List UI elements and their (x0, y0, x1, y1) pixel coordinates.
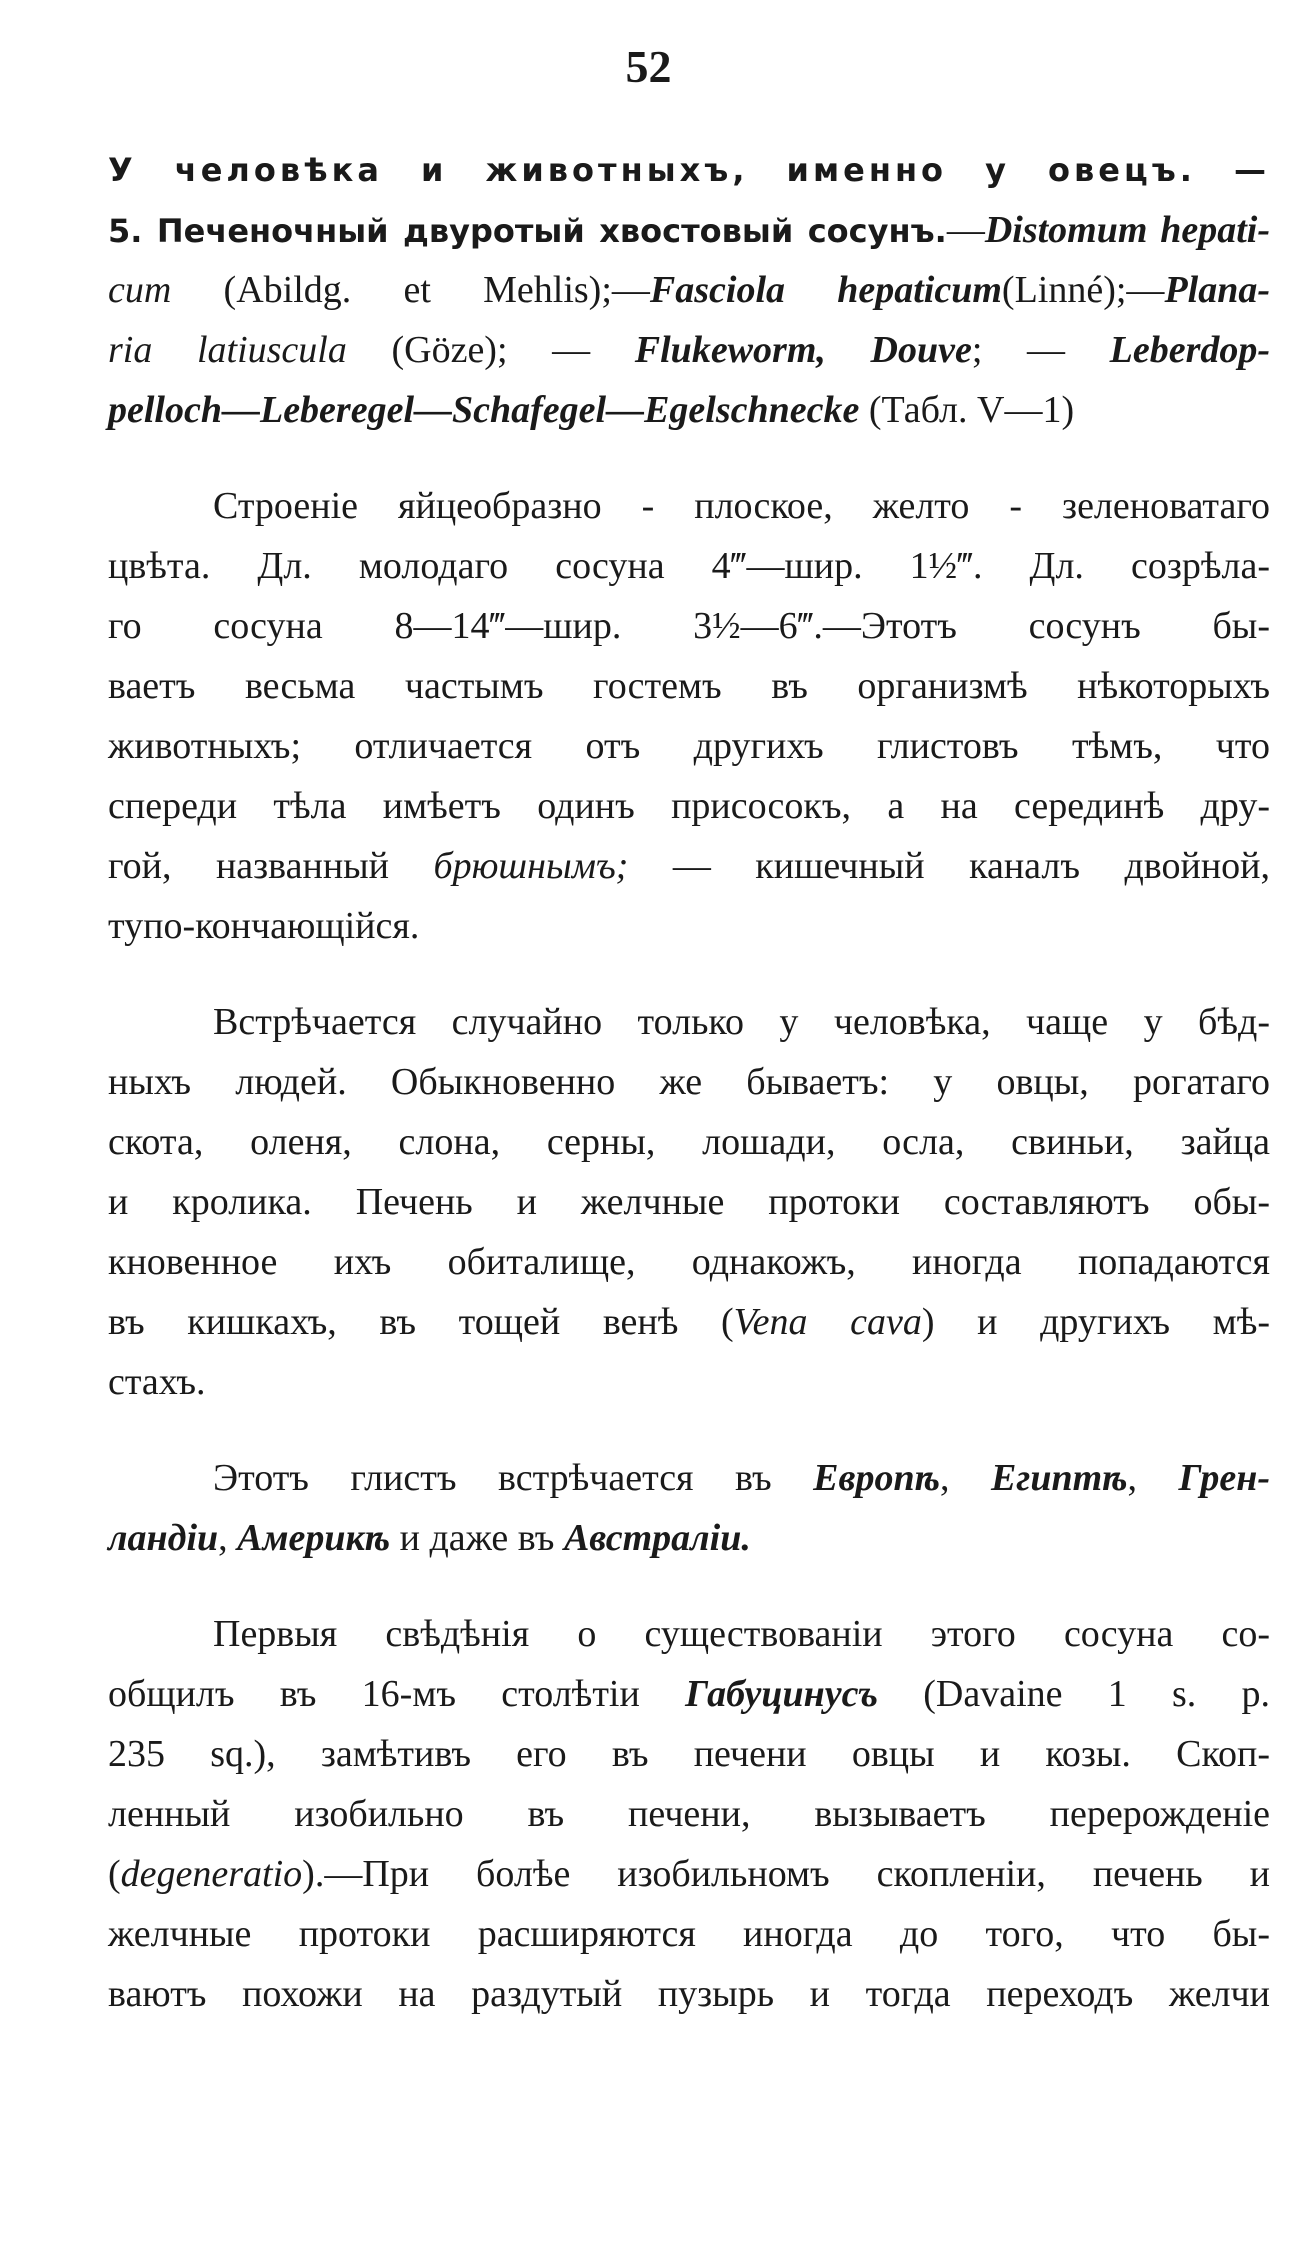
text-run: — (946, 209, 985, 251)
paragraph-line (108, 716, 1270, 776)
paragraph-line (108, 896, 1270, 956)
text-run: 235 sq.), замѣтивъ его въ печени овцы и козы. Скоп- (108, 1733, 1270, 1775)
place-name: Европѣ (813, 1457, 940, 1499)
text-run: желчные протоки расширяются иногда до того, что бы- (108, 1913, 1270, 1955)
paragraph-line (108, 536, 1270, 596)
paragraph-line (108, 776, 1270, 836)
place-name: Австраліи. (563, 1517, 751, 1559)
paragraph-line (108, 1724, 1270, 1784)
text-run: кновенное ихъ обиталище, однакожъ, иногда попадаются (108, 1241, 1270, 1283)
text-run: скота, оленя, слона, серны, лошади, осла, свиньи, зайца (108, 1121, 1270, 1163)
common-name: pelloch—Leberegel—Schafegel—Egelschnecke (108, 389, 860, 431)
paragraph-line (108, 1112, 1270, 1172)
paragraph-line (108, 992, 1270, 1052)
place-name: Египтѣ (990, 1457, 1128, 1499)
paragraph-line (108, 1904, 1270, 1964)
text-run: Встрѣчается случайно только у человѣка, чаще у бѣд- (213, 1001, 1270, 1043)
text-run: животныхъ; отличается отъ другихъ глистовъ тѣмъ, что (108, 725, 1270, 767)
common-name: Flukeworm, Douve (634, 329, 972, 371)
text-run: ваетъ весьма частымъ гостемъ въ организмѣ нѣкоторыхъ (108, 665, 1270, 707)
paragraph-line (108, 1352, 1270, 1412)
latin-name: Distomum hepati- (984, 209, 1271, 251)
text-run: , (939, 1457, 991, 1499)
paragraph-line (108, 1292, 1270, 1352)
paragraph-line (108, 836, 1270, 896)
text-run: стахъ. (108, 1361, 206, 1403)
species-name: 5. Печеночный двуротый хвостовый сосунъ. (108, 212, 947, 250)
latin-name: Fasciola hepaticum (649, 269, 1002, 311)
paragraph-line (108, 1664, 1270, 1724)
text-run: — кишечный каналъ двойной, (628, 845, 1270, 887)
text-run: го сосуна 8—14‴—шир. 3½—6‴.—Этотъ сосунъ бы- (108, 605, 1270, 647)
body-text (108, 140, 1270, 2024)
text-run: (Linné);— (1001, 269, 1165, 311)
latin-name: cum (108, 269, 172, 311)
text-run: цвѣта. Дл. молодаго сосуна 4‴—шир. 1½‴. Дл. созрѣла- (108, 545, 1270, 587)
paragraph-line (108, 1964, 1270, 2024)
paragraph-line (108, 1844, 1270, 1904)
text-run: въ кишкахъ, въ тощей венѣ ( (108, 1301, 734, 1343)
paragraph-line (108, 1604, 1270, 1664)
paragraph-line (108, 1232, 1270, 1292)
place-name: ландіи (108, 1517, 219, 1559)
text-run: ).—При болѣе изобильномъ скопленіи, печень и (302, 1853, 1270, 1895)
text-run: , (1127, 1457, 1179, 1499)
text-run: , (218, 1517, 238, 1559)
paragraph-line (108, 1172, 1270, 1232)
text-run: Строеніе яйцеобразно - плоское, желто - зеленоватаго (213, 485, 1270, 527)
paragraph-line (108, 596, 1270, 656)
text-run: Первыя свѣдѣнія о существованіи этого сосуна со- (213, 1613, 1270, 1655)
place-name: Грен- (1178, 1457, 1270, 1499)
text-run: (Göze); — (346, 329, 635, 371)
synonym-line (108, 380, 1270, 440)
text-run: ныхъ людей. Обыкновенно же бываетъ: у овцы, рогатаго (108, 1061, 1270, 1103)
text-run: (Табл. V—1) (859, 389, 1075, 431)
text-run: гой, названный (108, 845, 434, 887)
synonym-line (108, 320, 1270, 380)
person-name: Габуцинусъ (685, 1673, 879, 1715)
paragraph-line (108, 1508, 1270, 1568)
synonym-line (108, 260, 1270, 320)
text-run: спереди тѣла имѣетъ одинъ присосокъ, а на серединѣ дру- (108, 785, 1270, 827)
text-run: (Davaine 1 s. p. (878, 1673, 1271, 1715)
paragraph-line (108, 476, 1270, 536)
paragraph-line (108, 1052, 1270, 1112)
text-run: ; — (971, 329, 1110, 371)
latin-name: ria latiuscula (108, 329, 347, 371)
common-name: Leberdop- (1109, 329, 1271, 371)
section-heading-line (108, 140, 1270, 200)
text-run: Этотъ глистъ встрѣчается въ (213, 1457, 814, 1499)
italic-term: брюшнымъ; (433, 845, 629, 887)
italic-term: Vena cava (733, 1301, 922, 1343)
latin-name: Plana- (1164, 269, 1270, 311)
text-run: и кролика. Печень и желчные протоки составляютъ обы- (108, 1181, 1270, 1223)
italic-term: degeneratio (120, 1853, 303, 1895)
species-heading-line (108, 200, 1270, 260)
paragraph-line (108, 1784, 1270, 1844)
text-run: У человѣка и животныхъ, именно у овецъ. — (108, 151, 1270, 189)
paragraph-line (108, 656, 1270, 716)
paragraph-line (108, 1448, 1270, 1508)
text-run: (Abildg. et Mehlis);— (171, 269, 650, 311)
text-run: ) и другихъ мѣ- (921, 1301, 1270, 1343)
text-run: ленный изобильно въ печени, вызываетъ перерожденіе (108, 1793, 1270, 1835)
text-run: ваютъ похожи на раздутый пузырь и тогда переходъ желчи (108, 1973, 1270, 2015)
place-name: Америкѣ (237, 1517, 391, 1559)
text-run: и даже въ (390, 1517, 564, 1559)
text-run: тупо-кончающійся. (108, 905, 420, 947)
text-run: общилъ въ 16-мъ столѣтіи (108, 1673, 686, 1715)
page-number: 52 (625, 41, 672, 92)
text-run: ( (108, 1853, 121, 1895)
